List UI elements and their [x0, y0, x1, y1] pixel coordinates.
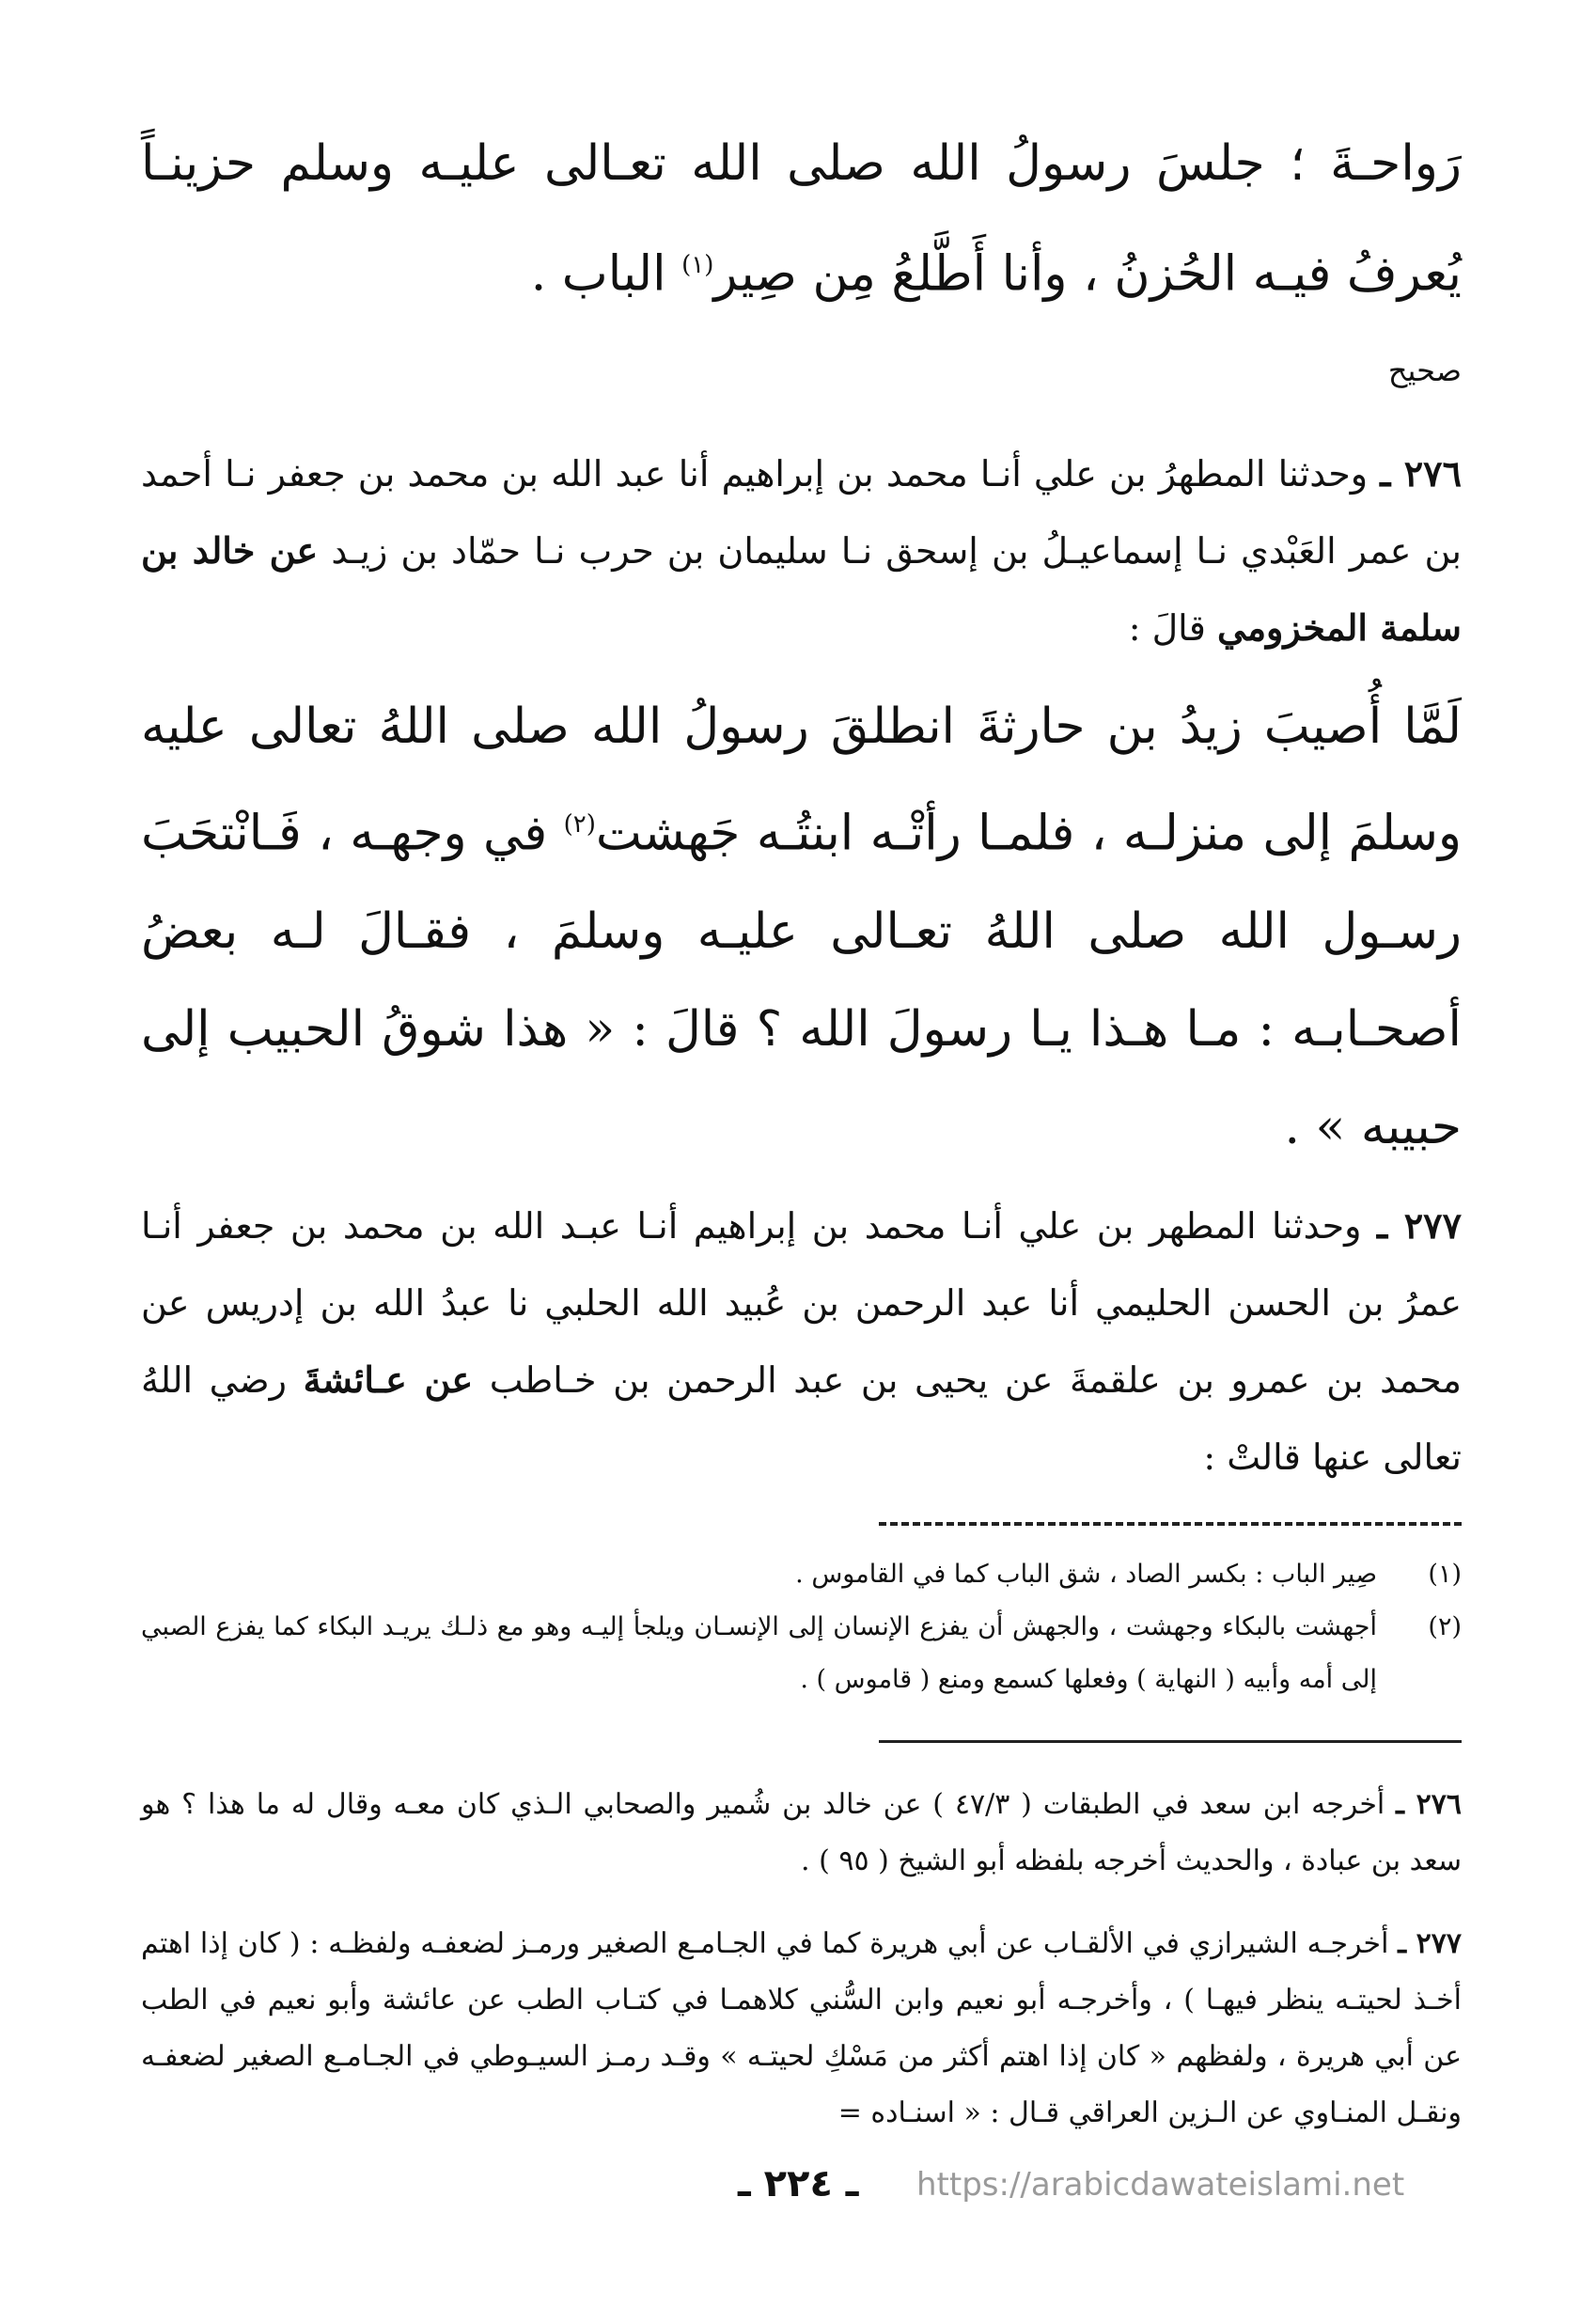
takhrij-276-number: ٢٧٦ ـ [1396, 1787, 1463, 1821]
page-number: ـ ٢٢٤ ـ [738, 2162, 859, 2205]
takhrij-divider [879, 1740, 1462, 1743]
opening-text: رَواحـةَ ؛ جلسَ رسولُ الله صلى الله تعـالى عليـه وسلم حزينـاً يُعرفُ فيـه الحُزنُ ، وأنا أَطَّلعُ مِن صِير [141, 135, 1462, 303]
footnote-text: أجهشت بالبكاء وجهشت ، والجهش أن يفزع الإنسان إلى الإنسـان ويلجأ إليـه وهو مع ذلـك يريـد البكاء كما يفزع الصبي إلى أمه وأبيه ( النهاية ) وفعلها كسمع ومنع ( قاموس ) . [141, 1611, 1377, 1694]
hadith-276-matn-text-end: في وجهـه ، فَـانْتحَبَ رسـول الله صلى اللهُ تعـالى عليـه وسلمَ ، فقـالَ لـه بعضُ أصحـابـه : مـا هـذا يـا رسولَ الله ؟ قالَ : « هذا شوقُ الحبيب إلى حبيبه » . [141, 805, 1462, 1155]
hadith-276-matn-text: لَمَّا أُصيبَ زيدُ بن حارثةَ انطلقَ رسولُ الله صلى اللهُ تعالى عليه وسلمَ إلى منزلـه ، فلمـا رأتْـه ابنتُـه جَهشت [141, 698, 1463, 862]
opening-paragraph [141, 113, 1462, 324]
hadith-277-narrator: عن عـائشةَ [303, 1358, 474, 1401]
page-footer [0, 2162, 1596, 2219]
takhrij-277 [141, 1916, 1462, 2142]
takhrij-277-text: أخرجـه الشيرازي في الألقـاب عن أبي هريرة كما في الجـامـع الصغير ورمـز لضعفـه ولفظـه : ( كان إذا اهتم أخـذ لحيتـه ينظر فيهـا ) ، وأخرجـه أبو نعيم وابن السُّني كلاهمـا في كتـاب الطب عن عائشة وأبو نعيم في الطب عن أبي هريرة ، ولفظهم « كان إذا اهتم أكثر من مَسْكِ لحيتـه » وقـد رمـز السيـوطي في الجـامـع الصغير لضعفـه ونقـل المنـاوي عن الـزين العراقي قـال : « اسنـاده = [141, 1926, 1462, 2129]
takhrij-276 [141, 1777, 1462, 1890]
opening-text-end: الباب . [530, 245, 682, 303]
hadith-277-number: ٢٧٧ ـ [1376, 1203, 1462, 1247]
hadith-276-chain: وحدثنا المطهرُ بن علي أنـا محمد بن إبراهيم أنا عبد الله بن محمد بن جعفر نـا أحمد بن عمر العَبْدي نـا إسماعيـلُ بن إسحق نـا سليمان بن حرب نـا حمّاد بن زيـد [141, 453, 1462, 573]
footnote-ref-1[interactable]: (١) [681, 251, 714, 279]
hadith-276-narrator: عن خالد بن سلمة المخزومي [141, 529, 1462, 650]
hadith-276-said: قالَ : [1128, 607, 1206, 650]
footnote-mark: (٢) [1428, 1611, 1462, 1641]
takhrij-276-text: أخرجه ابن سعد في الطبقات ( ٤٧/٣ ) عن خالد بن شُمير والصحابي الـذي كان معـه وقال له ما هذا ؟ هو سعد بن عبادة ، والحديث أخرجه بلفظه أبو الشيخ ( ٩٥ ) . [141, 1787, 1462, 1877]
watermark-url[interactable]: https://arabicdawateislami.net [916, 2166, 1405, 2204]
hadith-276-matn [141, 678, 1462, 1175]
hadith-276-isnad [141, 435, 1462, 667]
hadith-277-isnad [141, 1187, 1462, 1496]
footnotes [141, 1548, 1462, 1706]
footnote-text: صِير الباب : بكسر الصاد ، شق الباب كما في القاموس . [795, 1559, 1377, 1589]
hadith-277-chain: وحدثنا المطهر بن علي أنـا محمد بن إبراهيم أنـا عبـد الله بن محمد بن جعفر أنـا عمرُ بن الحسن الحليمي أنا عبد الرحمن بن عُبيد الله الحلبي نا عبدُ الله بن إدريس عن محمد بن عمرو بن علقمةَ عن يحيى بن عبد الرحمن بن خـاطب [141, 1204, 1462, 1401]
hadith-277-tail: رضي اللهُ تعالى عنها قالتْ : [141, 1358, 1462, 1478]
footnote-item [141, 1601, 1462, 1706]
page-content [141, 113, 1462, 2168]
footnote-divider [879, 1522, 1462, 1526]
footnote-ref-2[interactable]: (٢) [563, 810, 596, 840]
footnote-mark: (١) [1428, 1559, 1462, 1589]
footnote-item [141, 1548, 1462, 1601]
hadith-276-number: ٢٧٦ ـ [1380, 452, 1462, 495]
hadith-grade: صحيح [1387, 353, 1462, 389]
takhrij-277-number: ٢٧٧ ـ [1398, 1926, 1463, 1960]
